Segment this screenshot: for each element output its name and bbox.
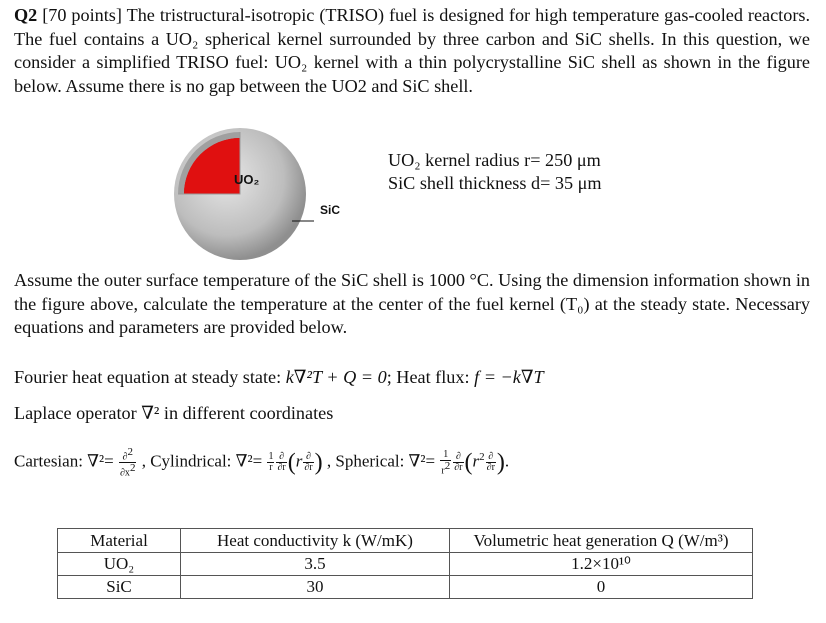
sph-frac-2: $\frac{\partial}{\partial r}$ xyxy=(454,451,463,474)
sph-frac-1: $\frac{1}{r^2}$ xyxy=(441,448,451,476)
laplace-line: Laplace operator ∇² in different coordinates xyxy=(14,403,334,423)
cell-conductivity: 30 xyxy=(181,576,450,599)
cell-conductivity: 3.5 xyxy=(181,553,450,576)
material-properties-table xyxy=(57,528,753,599)
table-header-row xyxy=(58,529,753,553)
table-row xyxy=(58,553,753,576)
assumption-paragraph: Assume the outer surface temperature of the SiC shell is 1000 °C. Using the dimension information shown in the figure above, calculate the temperature at the center of the fuel kernel (T₀) at the steady state. Necessary equations and parameters are provided below. xyxy=(14,270,810,338)
cyl-frac-2: $\frac{\partial}{\partial r}$ xyxy=(277,451,286,474)
question-paragraph xyxy=(14,4,810,98)
flux-label: ; Heat flux: xyxy=(386,367,470,387)
coordinate-operators-line: Cartesian: ∇²= $\frac{\partial^2}{\partial x^2}$ , Cylindrical: ∇²= $\frac{1}{r}$ $\frac{\partial}{\partial r}$ (r $\frac{\partial}{\partial r}$ ) , Spherical: ∇²= $\frac{1}{r^2}$ $\frac{\partial}{\partial r}$ ($r^2$ $\frac{\partial}{\partial r}$ ). xyxy=(14,446,510,479)
spherical-label: , Spherical: ∇²= xyxy=(326,451,436,471)
cell-heat-generation: 0 xyxy=(450,576,753,599)
cell-material: SiC xyxy=(58,576,181,599)
cartesian-label: Cartesian: ∇²= xyxy=(14,451,114,471)
cylindrical-label: , Cylindrical: ∇²= xyxy=(141,451,263,471)
kernel-radius-text: UO₂ kernel radius r= 250 μm xyxy=(388,150,601,170)
fourier-label: Fourier heat equation at steady state: xyxy=(14,367,282,387)
shell-thickness-text: SiC shell thickness d= 35 μm xyxy=(388,173,602,193)
fourier-equation: k∇²T + Q = 0 xyxy=(285,367,387,387)
triso-fuel-figure xyxy=(168,124,368,264)
cyl-frac-1: $\frac{1}{r}$ xyxy=(268,451,274,474)
question-id: Q2 xyxy=(14,5,38,25)
cartesian-fraction: $\frac{\partial^2}{\partial x^2}$ xyxy=(119,446,136,479)
header-material: Material xyxy=(58,529,181,553)
shell-label: SiC xyxy=(320,203,341,217)
header-heat-generation: Volumetric heat generation Q (W/m³) xyxy=(450,529,753,553)
table-row xyxy=(58,576,753,599)
question-text: The tristructural-isotropic (TRISO) fuel is designed for high temperature gas-cooled reactors. The fuel contains a UO₂ spherical kernel surrounded by three carbon and SiC shells. In this question, we consider a simplified TRISO fuel: UO₂ kernel with a thin polycrystalline SiC shell as shown in the figure below. Assume there is no gap between the UO2 and SiC shell. xyxy=(14,5,811,96)
question-points: [70 points] xyxy=(42,5,122,25)
header-conductivity: Heat conductivity k (W/mK) xyxy=(181,529,450,553)
cyl-frac-3: $\frac{\partial}{\partial r}$ xyxy=(304,451,313,474)
sph-frac-3: $\frac{\partial}{\partial r}$ xyxy=(486,451,495,474)
cell-heat-generation: 1.2×10¹⁰ xyxy=(450,553,753,576)
fourier-line xyxy=(14,367,544,388)
flux-equation: f = −k∇T xyxy=(474,367,544,387)
kernel-label: UO₂ xyxy=(234,172,260,187)
cell-material: UO₂ xyxy=(58,553,181,576)
